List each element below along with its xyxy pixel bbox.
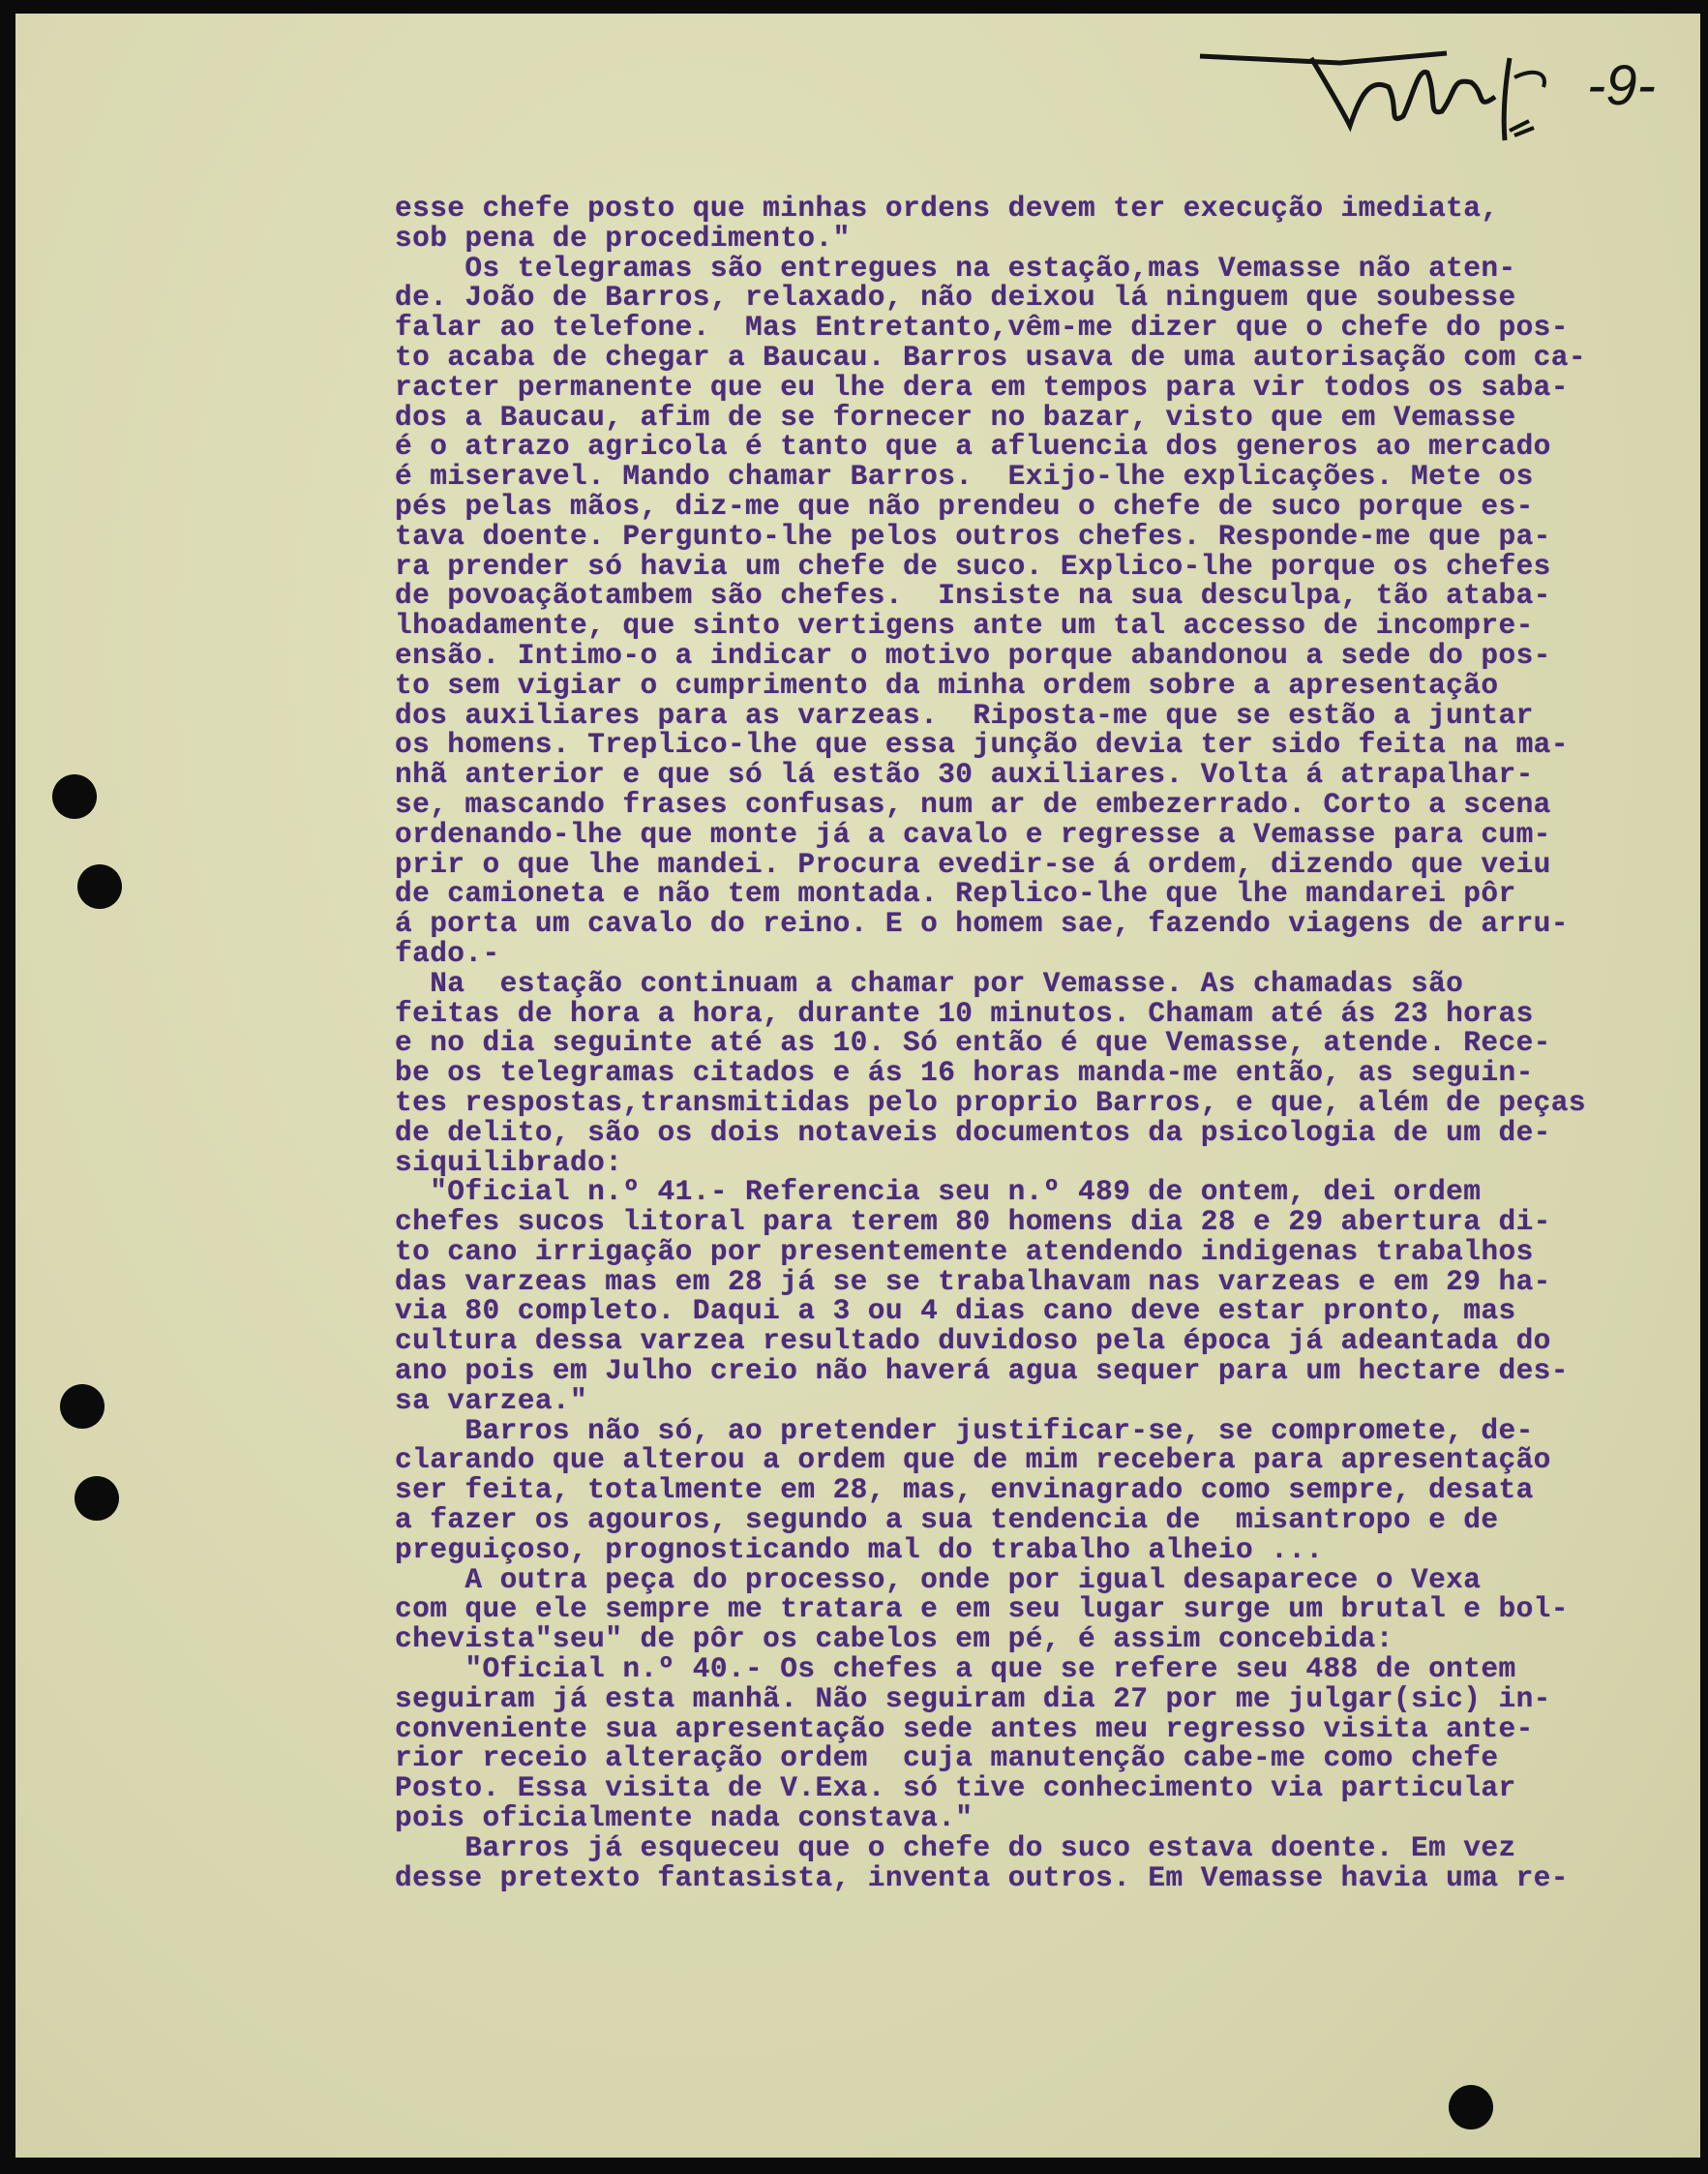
text-line: "Oficial n.º 41.- Referencia seu n.º 489 de ontem, dei ordem [395,1175,1482,1209]
text-line: Posto. Essa visita de V.Exa. só tive conhecimento via particular [395,1771,1516,1805]
text-line: "Oficial n.º 40.- Os chefes a que se refere seu 488 de ontem [395,1652,1516,1686]
text-line: clarando que alterou a ordem que de mim recebera para apresentação [395,1443,1551,1477]
text-line: to cano irrigação por presentemente atendendo indigenas trabalhos [395,1234,1534,1268]
text-line: Os telegramas são entregues na estação,mas Vemasse não aten- [395,251,1516,285]
text-line: ensão. Intimo-o a indicar o motivo porque abandonou a sede do pos- [395,638,1551,672]
text-line: com que ele sempre me tratara e em seu lugar surge um brutal e bol- [395,1592,1569,1626]
text-line: ra prender só havia um chefe de suco. Explico-lhe porque os chefes [395,549,1551,583]
text-line: cultura dessa varzea resultado duvidoso pela época já adeantada do [395,1324,1551,1358]
text-line: pés pelas mãos, diz-me que não prendeu o chefe de suco porque es- [395,489,1534,523]
text-line: dos auxiliares para as varzeas. Riposta-me que se estão a juntar [395,698,1534,732]
text-line: de delito, são os dois notaveis documentos da psicologia de um de- [395,1115,1551,1149]
text-line: tava doente. Pergunto-lhe pelos outros chefes. Responde-me que pa- [395,519,1551,553]
text-line: rior receio alteração ordem cuja manutenção cabe-me como chefe [395,1741,1499,1775]
text-line: be os telegramas citados e ás 16 horas manda-me então, as seguin- [395,1056,1534,1090]
binder-hole [60,1384,105,1429]
text-line: sa varzea." [395,1383,588,1417]
text-line: falar ao telefone. Mas Entretanto,vêm-me dizer que o chefe do pos- [395,311,1569,345]
text-line: ordenando-lhe que monte já a cavalo e regresse a Vemasse para cum- [395,817,1551,851]
text-line: de povoaçãotambem são chefes. Insiste na sua desculpa, tão ataba- [395,579,1551,613]
text-line: siquilibrado: [395,1145,623,1179]
text-line: feitas de hora a hora, durante 10 minutos. Chamam até ás 23 horas [395,996,1534,1030]
binder-hole [1449,2085,1493,2129]
text-line: dos a Baucau, afim de se fornecer no bazar, visto que em Vemasse [395,400,1516,434]
text-line: ser feita, totalmente em 28, mas, envinagrado como sempre, desata [395,1473,1534,1507]
text-line: sob pena de procedimento." [395,221,851,255]
text-line: e no dia seguinte até as 10. Só então é que Vemasse, atende. Rece- [395,1026,1551,1060]
text-line: conveniente sua apresentação sede antes meu regresso visita ante- [395,1711,1534,1745]
text-line: das varzeas mas em 28 já se se trabalhavam nas varzeas e em 29 ha- [395,1264,1551,1298]
text-line: de camioneta e não tem montada. Replico-lhe que lhe mandarei pôr [395,877,1516,911]
text-line: chefes sucos litoral para terem 80 homens dia 28 e 29 abertura di- [395,1205,1551,1239]
text-line: preguiçoso, prognosticando mal do trabalho alheio ... [395,1532,1324,1566]
text-line: é miseravel. Mando chamar Barros. Exijo-lhe explicações. Mete os [395,460,1534,494]
text-line: chevista"seu" de pôr os cabelos em pé, é assim concebida: [395,1622,1393,1656]
text-line: Na estação continuam a chamar por Vemasse. As chamadas são [395,966,1464,1000]
text-line: á porta um cavalo do reino. E o homem sae, fazendo viagens de arru- [395,907,1569,941]
text-line: nhã anterior e que só lá estão 30 auxiliares. Volta á atrapalhar- [395,758,1534,792]
text-line: os homens. Treplico-lhe que essa junção devia ter sido feita na ma- [395,728,1569,762]
binder-hole [75,1476,119,1521]
text-line: fado.- [395,936,500,970]
text-line: Barros já esqueceu que o chefe do suco estava doente. Em vez [395,1830,1516,1864]
text-line: tes respostas,transmitidas pelo proprio Barros, e que, além de peças [395,1085,1586,1119]
text-line: a fazer os agouros, segundo a sua tendencia de misantropo e de [395,1503,1499,1537]
text-line: seguiram já esta manhã. Não seguiram dia 27 por me julgar(sic) in- [395,1681,1551,1715]
text-line: ano pois em Julho creio não haverá agua sequer para um hectare des- [395,1354,1569,1388]
handwritten-signature [1195,39,1650,145]
text-line: lhoadamente, que sinto vertigens ante um tal accesso de incompre- [395,609,1534,643]
text-line: esse chefe posto que minhas ordens devem ter execução imediata, [395,192,1499,225]
text-line: to acaba de chegar a Baucau. Barros usava de uma autorisação com ca- [395,340,1586,374]
text-line: se, mascando frases confusas, num ar de embezerrado. Corto a scena [395,787,1551,821]
text-line: to sem vigiar o cumprimento da minha ordem sobre a apresentação [395,668,1499,702]
text-line: prir o que lhe mandei. Procura evedir-se á ordem, dizendo que veiu [395,847,1551,881]
binder-hole [52,774,97,819]
text-line: racter permanente que eu lhe dera em tempos para vir todos os saba- [395,370,1569,404]
text-line: Barros não só, ao pretender justificar-se, se compromete, de- [395,1413,1534,1447]
text-line: A outra peça do processo, onde por igual desaparece o Vexa [395,1562,1482,1596]
text-line: pois oficialmente nada constava." [395,1801,974,1835]
text-line: via 80 completo. Daqui a 3 ou 4 dias cano deve estar pronto, mas [395,1294,1516,1328]
text-line: desse pretexto fantasista, inventa outros. Em Vemasse havia uma re- [395,1860,1569,1894]
text-line: é o atrazo agricola é tanto que a afluencia dos generos ao mercado [395,430,1551,464]
page-number: -9- [1587,54,1656,117]
typed-letter-body [395,194,1682,1892]
text-line: de. João de Barros, relaxado, não deixou lá ninguem que soubesse [395,281,1516,315]
binder-hole [77,864,122,909]
